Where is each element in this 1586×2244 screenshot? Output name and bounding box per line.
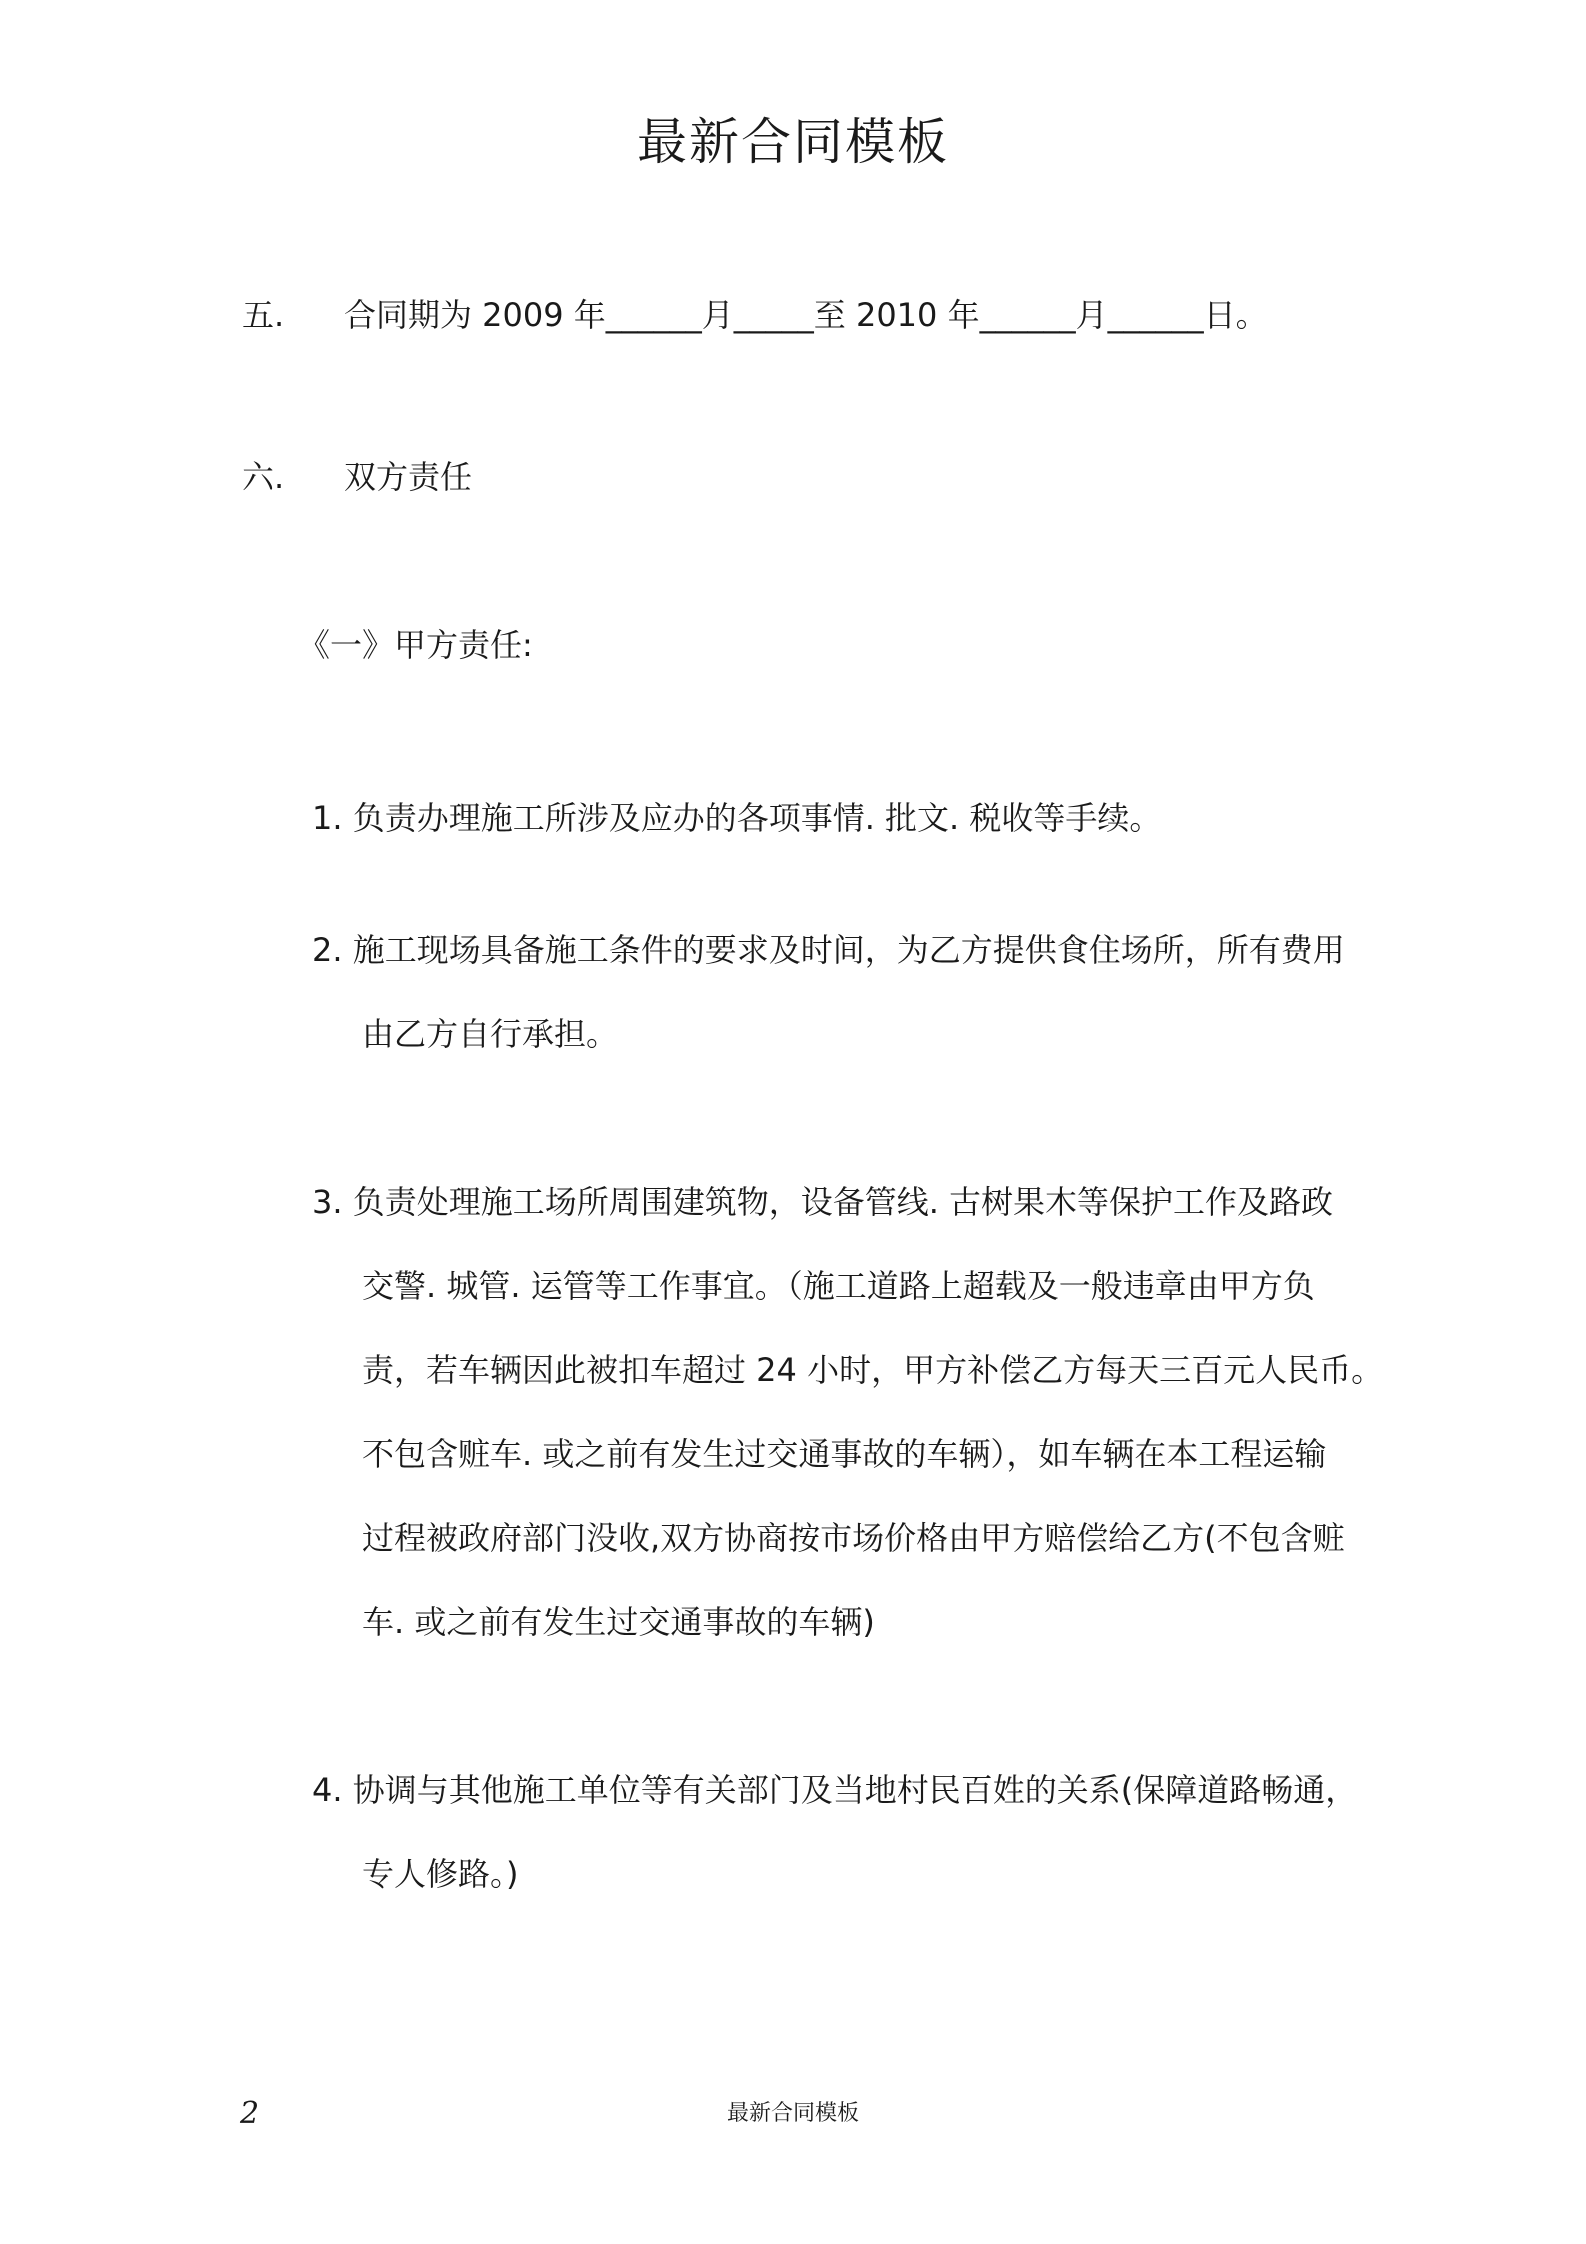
subsection-heading: 《一》甲方责任:	[298, 626, 533, 664]
item-line: 1. 负责办理施工所涉及应办的各项事情. 批文. 税收等手续。	[312, 799, 1162, 837]
section-five	[242, 296, 1268, 334]
section-text: 双方责任	[344, 458, 473, 496]
section-six	[242, 458, 472, 496]
section-number: 五.	[242, 296, 285, 334]
item-line: 4. 协调与其他施工单位等有关部门及当地村民百姓的关系(保障道路畅通，	[312, 1771, 1358, 1809]
item-line: 车. 或之前有发生过交通事故的车辆)	[362, 1603, 875, 1641]
footer-title: 最新合同模板	[726, 2101, 859, 2126]
item-line: 2. 施工现场具备施工条件的要求及时间，为乙方提供食住场所，所有费用	[312, 931, 1345, 969]
document-title: 最新合同模板	[637, 113, 949, 171]
item-line: 由乙方自行承担。	[362, 1015, 619, 1053]
item-line: 过程被政府部门没收,双方协商按市场价格由甲方赔偿给乙方(不包含赃	[362, 1519, 1345, 1557]
item-line: 不包含赃车. 或之前有发生过交通事故的车辆），如车辆在本工程运输	[362, 1435, 1327, 1473]
item-line: 3. 负责处理施工场所周围建筑物，设备管线. 古树果木等保护工作及路政	[312, 1183, 1334, 1221]
item-line: 专人修路。)	[362, 1855, 519, 1893]
section-text: 合同期为 2009 年______月_____至 2010 年______月______日。	[344, 296, 1268, 334]
list-item-4	[312, 1770, 1358, 1938]
section-number: 六.	[242, 458, 285, 496]
list-item-3	[312, 1182, 1384, 1686]
list-item-1	[312, 798, 1352, 882]
page-number: 2	[240, 2096, 260, 2131]
list-item-2	[312, 930, 1352, 1098]
item-line: 责，若车辆因此被扣车超过 24 小时，甲方补偿乙方每天三百元人民币。	[362, 1351, 1384, 1389]
item-line: 交警. 城管. 运管等工作事宜。（施工道路上超载及一般违章由甲方负	[362, 1267, 1315, 1305]
